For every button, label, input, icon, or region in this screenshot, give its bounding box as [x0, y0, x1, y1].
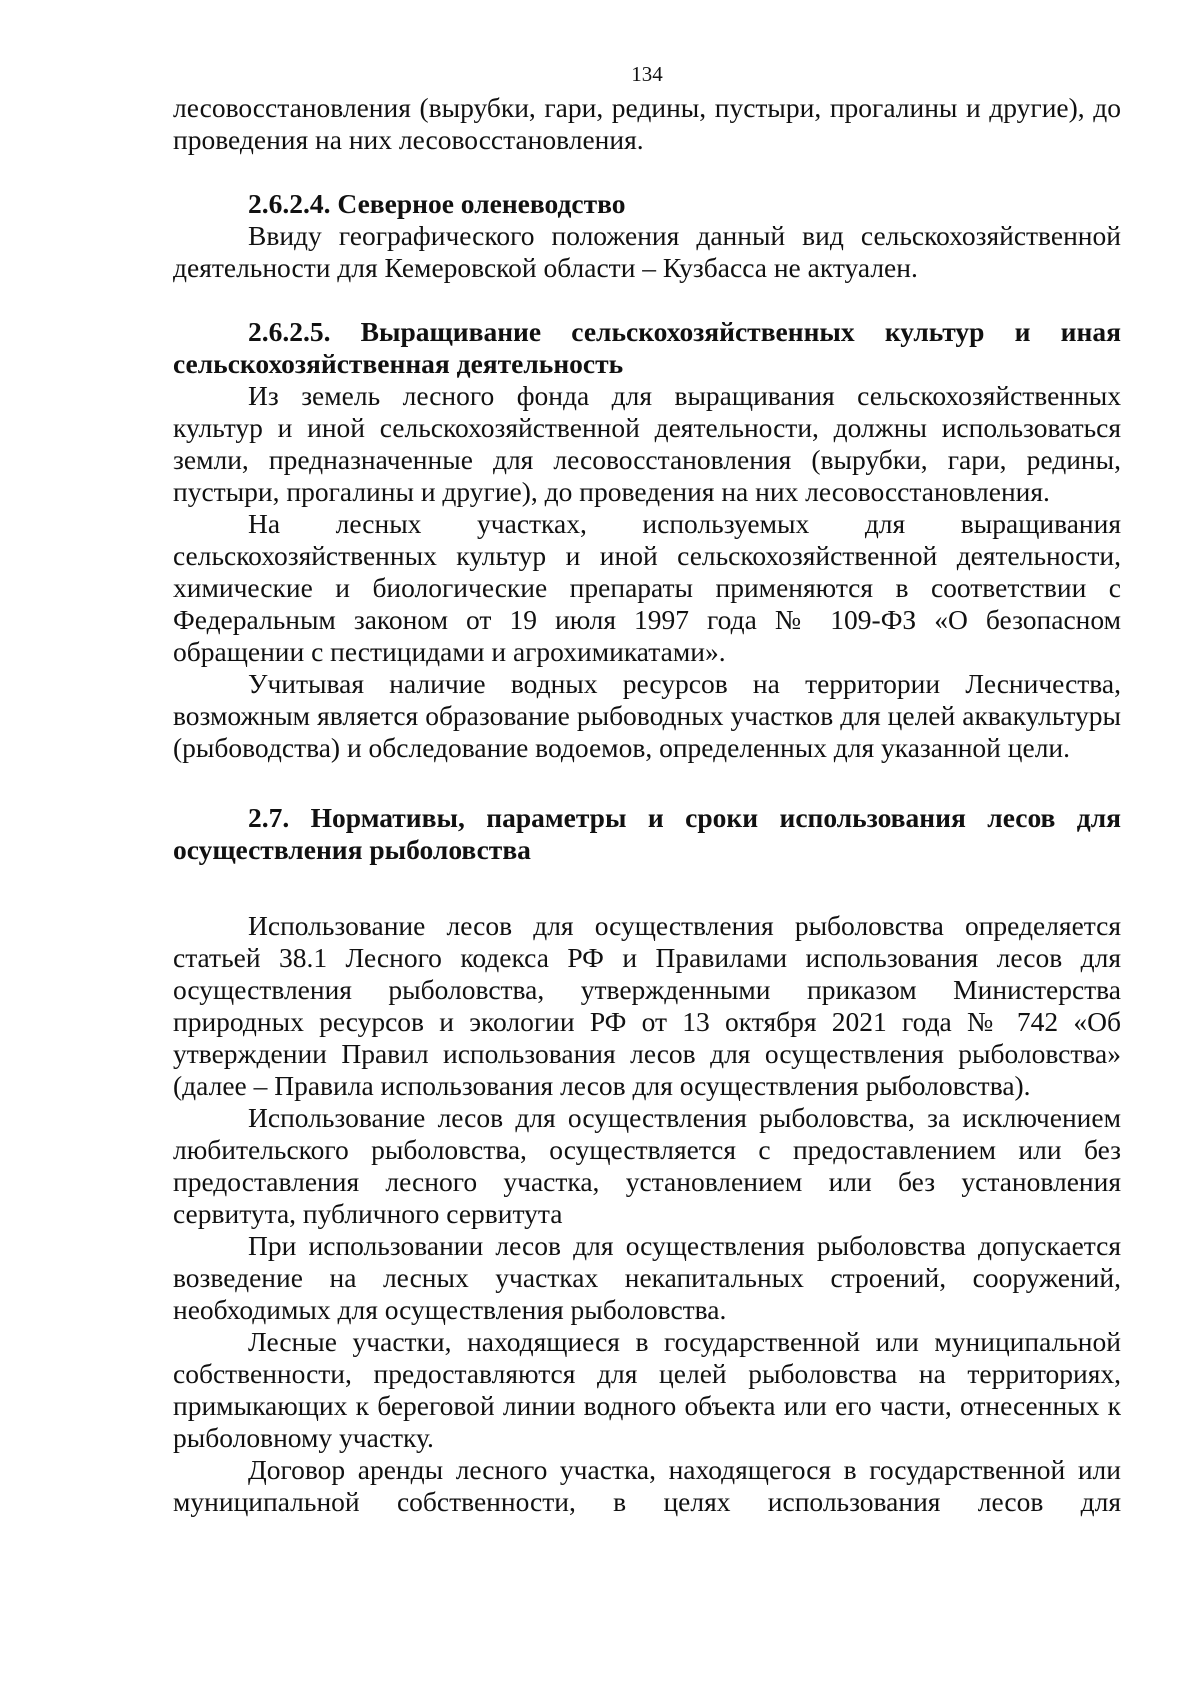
document-page [173, 60, 1121, 1518]
section-heading-2-6-2-5: 2.6.2.5. Выращивание сельскохозяйственных культур и иная сельскохозяйственная деятельность [173, 316, 1121, 379]
paragraph-2-6-2-5-b: На лесных участках, используемых для выращивания сельскохозяйственных культур и иной сельскохозяйственной деятельности, химические и биологические препараты применяются в соответствии с Федеральным законом от 19 июля 1997 года № 109-ФЗ «О безопасном обращении с пестицидами и агрохимикатами». [173, 508, 1121, 667]
paragraph-2-6-2-4: Ввиду географического положения данный вид сельскохозяйственной деятельности для Кемеровской области – Кузбасса не актуален. [173, 220, 1121, 283]
paragraph-2-7-e: Договор аренды лесного участка, находящегося в государственной или муниципальной собственности, в целях использования лесов для [173, 1454, 1121, 1517]
paragraph-2-7-a: Использование лесов для осуществления рыболовства определяется статьей 38.1 Лесного кодекса РФ и Правилами использования лесов для осуществления рыболовства, утвержденными приказом Министерства природных ресурсов и экологии РФ от 13 октября 2021 года № 742 «Об утверждении Правил использования лесов для осуществления рыболовства» (далее – Правила использования лесов для осуществления рыболовства). [173, 910, 1121, 1101]
intro-continuation-paragraph: лесовосстановления (вырубки, гари, редины, пустыри, прогалины и другие), до проведения на них лесовосстановления. [173, 92, 1121, 155]
page-number: 134 [631, 62, 663, 86]
section-heading-2-6-2-4: 2.6.2.4. Северное оленеводство [248, 188, 626, 219]
section-heading-2-7: 2.7. Нормативы, параметры и сроки использования лесов для осуществления рыболовства [173, 802, 1121, 865]
paragraph-2-6-2-5-c: Учитывая наличие водных ресурсов на территории Лесничества, возможным является образование рыбоводных участков для целей аквакультуры (рыбоводства) и обследование водоемов, определенных для указанной цели. [173, 668, 1121, 763]
paragraph-2-7-c: При использовании лесов для осуществления рыболовства допускается возведение на лесных участках некапитальных строений, сооружений, необходимых для осуществления рыболовства. [173, 1230, 1121, 1325]
paragraph-2-6-2-5-a: Из земель лесного фонда для выращивания сельскохозяйственных культур и иной сельскохозяйственной деятельности, должны использоваться земли, предназначенные для лесовосстановления (вырубки, гари, редины, пустыри, прогалины и другие), до проведения на них лесовосстановления. [173, 380, 1121, 507]
paragraph-2-7-d: Лесные участки, находящиеся в государственной или муниципальной собственности, предоставляются для целей рыболовства на территориях, примыкающих к береговой линии водного объекта или его части, отнесенных к рыболовному участку. [173, 1326, 1121, 1453]
paragraph-2-7-b: Использование лесов для осуществления рыболовства, за исключением любительского рыболовства, осуществляется с предоставлением или без предоставления лесного участка, установлением или без установления сервитута, публичного сервитута [173, 1102, 1121, 1229]
